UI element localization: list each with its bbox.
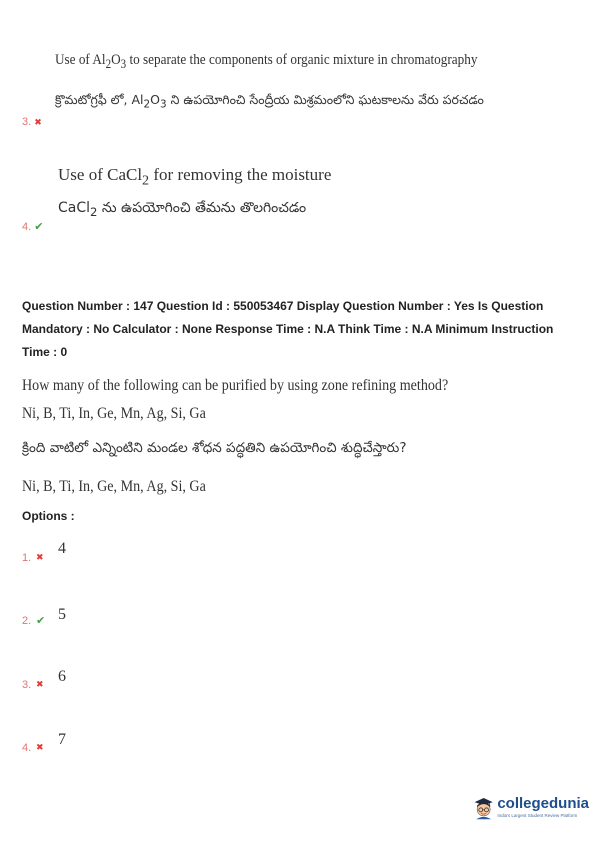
question-meta (22, 295, 587, 364)
wrong-icon: ✖ (36, 552, 44, 562)
option-1-value: 4 (58, 540, 66, 557)
collegedunia-logo (473, 792, 589, 822)
prev-option-3-english: Use of $Al_2O_3$ to separate the components of organic mixture in chromatography (55, 52, 478, 71)
prev-option-3-marker (22, 112, 42, 130)
prev-option-4-english: Use of CaCl$_2$ for removing the moisture (58, 165, 332, 189)
option-3-value: 6 (58, 668, 66, 685)
option-2[interactable] (22, 606, 102, 636)
question-elements-english: Ni, B, Ti, In, Ge, Mn, Ag, Si, Ga (22, 405, 206, 422)
prev-option-3-telugu: క్రొమటోగ్రఫీ లో, $Al_2O_3$ ని ఉపయోగించి సేంద్రీయ మిశ్రమంలోని ఘటకాలను వేరు పరచడం (55, 92, 484, 111)
option-3[interactable] (22, 668, 102, 698)
prev-option-3-number: 3. (22, 116, 32, 128)
option-2-value: 5 (58, 606, 66, 623)
check-icon: ✔ (34, 221, 44, 233)
meta-line-2: Mandatory : No Calculator : None Response Time : N.A Think Time : N.A Minimum Instruction (22, 322, 554, 336)
logo-brand: collegedunia (497, 795, 589, 812)
wrong-icon: ✖ (36, 742, 44, 752)
prev-option-4-number: 4. (22, 221, 32, 233)
options-label: Options : (22, 509, 75, 523)
option-3-number: 3. (22, 679, 32, 691)
wrong-icon: ✖ (34, 117, 42, 127)
student-avatar-icon (473, 792, 494, 822)
logo-tagline: India's Largest Student Review Platform (497, 813, 578, 818)
option-4-number: 4. (22, 742, 32, 754)
meta-line-1: Question Number : 147 Question Id : 550053467 Display Question Number : Yes Is Question (22, 299, 544, 313)
option-4[interactable] (22, 731, 102, 761)
option-1[interactable] (22, 540, 102, 570)
meta-line-3: Time : 0 (22, 345, 68, 359)
wrong-icon: ✖ (36, 679, 44, 689)
option-4-value: 7 (58, 731, 66, 748)
check-icon: ✔ (36, 615, 46, 627)
question-telugu: క్రింది వాటిలో ఎన్నింటిని మండల శోధన పద్ధతిని ఉపయోగించి శుద్ధిచేస్తారు? (22, 440, 407, 456)
prev-option-4-marker (22, 217, 43, 235)
question-elements-telugu: Ni, B, Ti, In, Ge, Mn, Ag, Si, Ga (22, 478, 206, 495)
prev-option-4-telugu: CaCl$_2$ ను ఉపయోగించి తేమను తొలగించడం (58, 200, 307, 219)
question-english: How many of the following can be purified by using zone refining method? (22, 377, 449, 394)
option-1-number: 1. (22, 552, 32, 564)
option-2-number: 2. (22, 615, 32, 627)
